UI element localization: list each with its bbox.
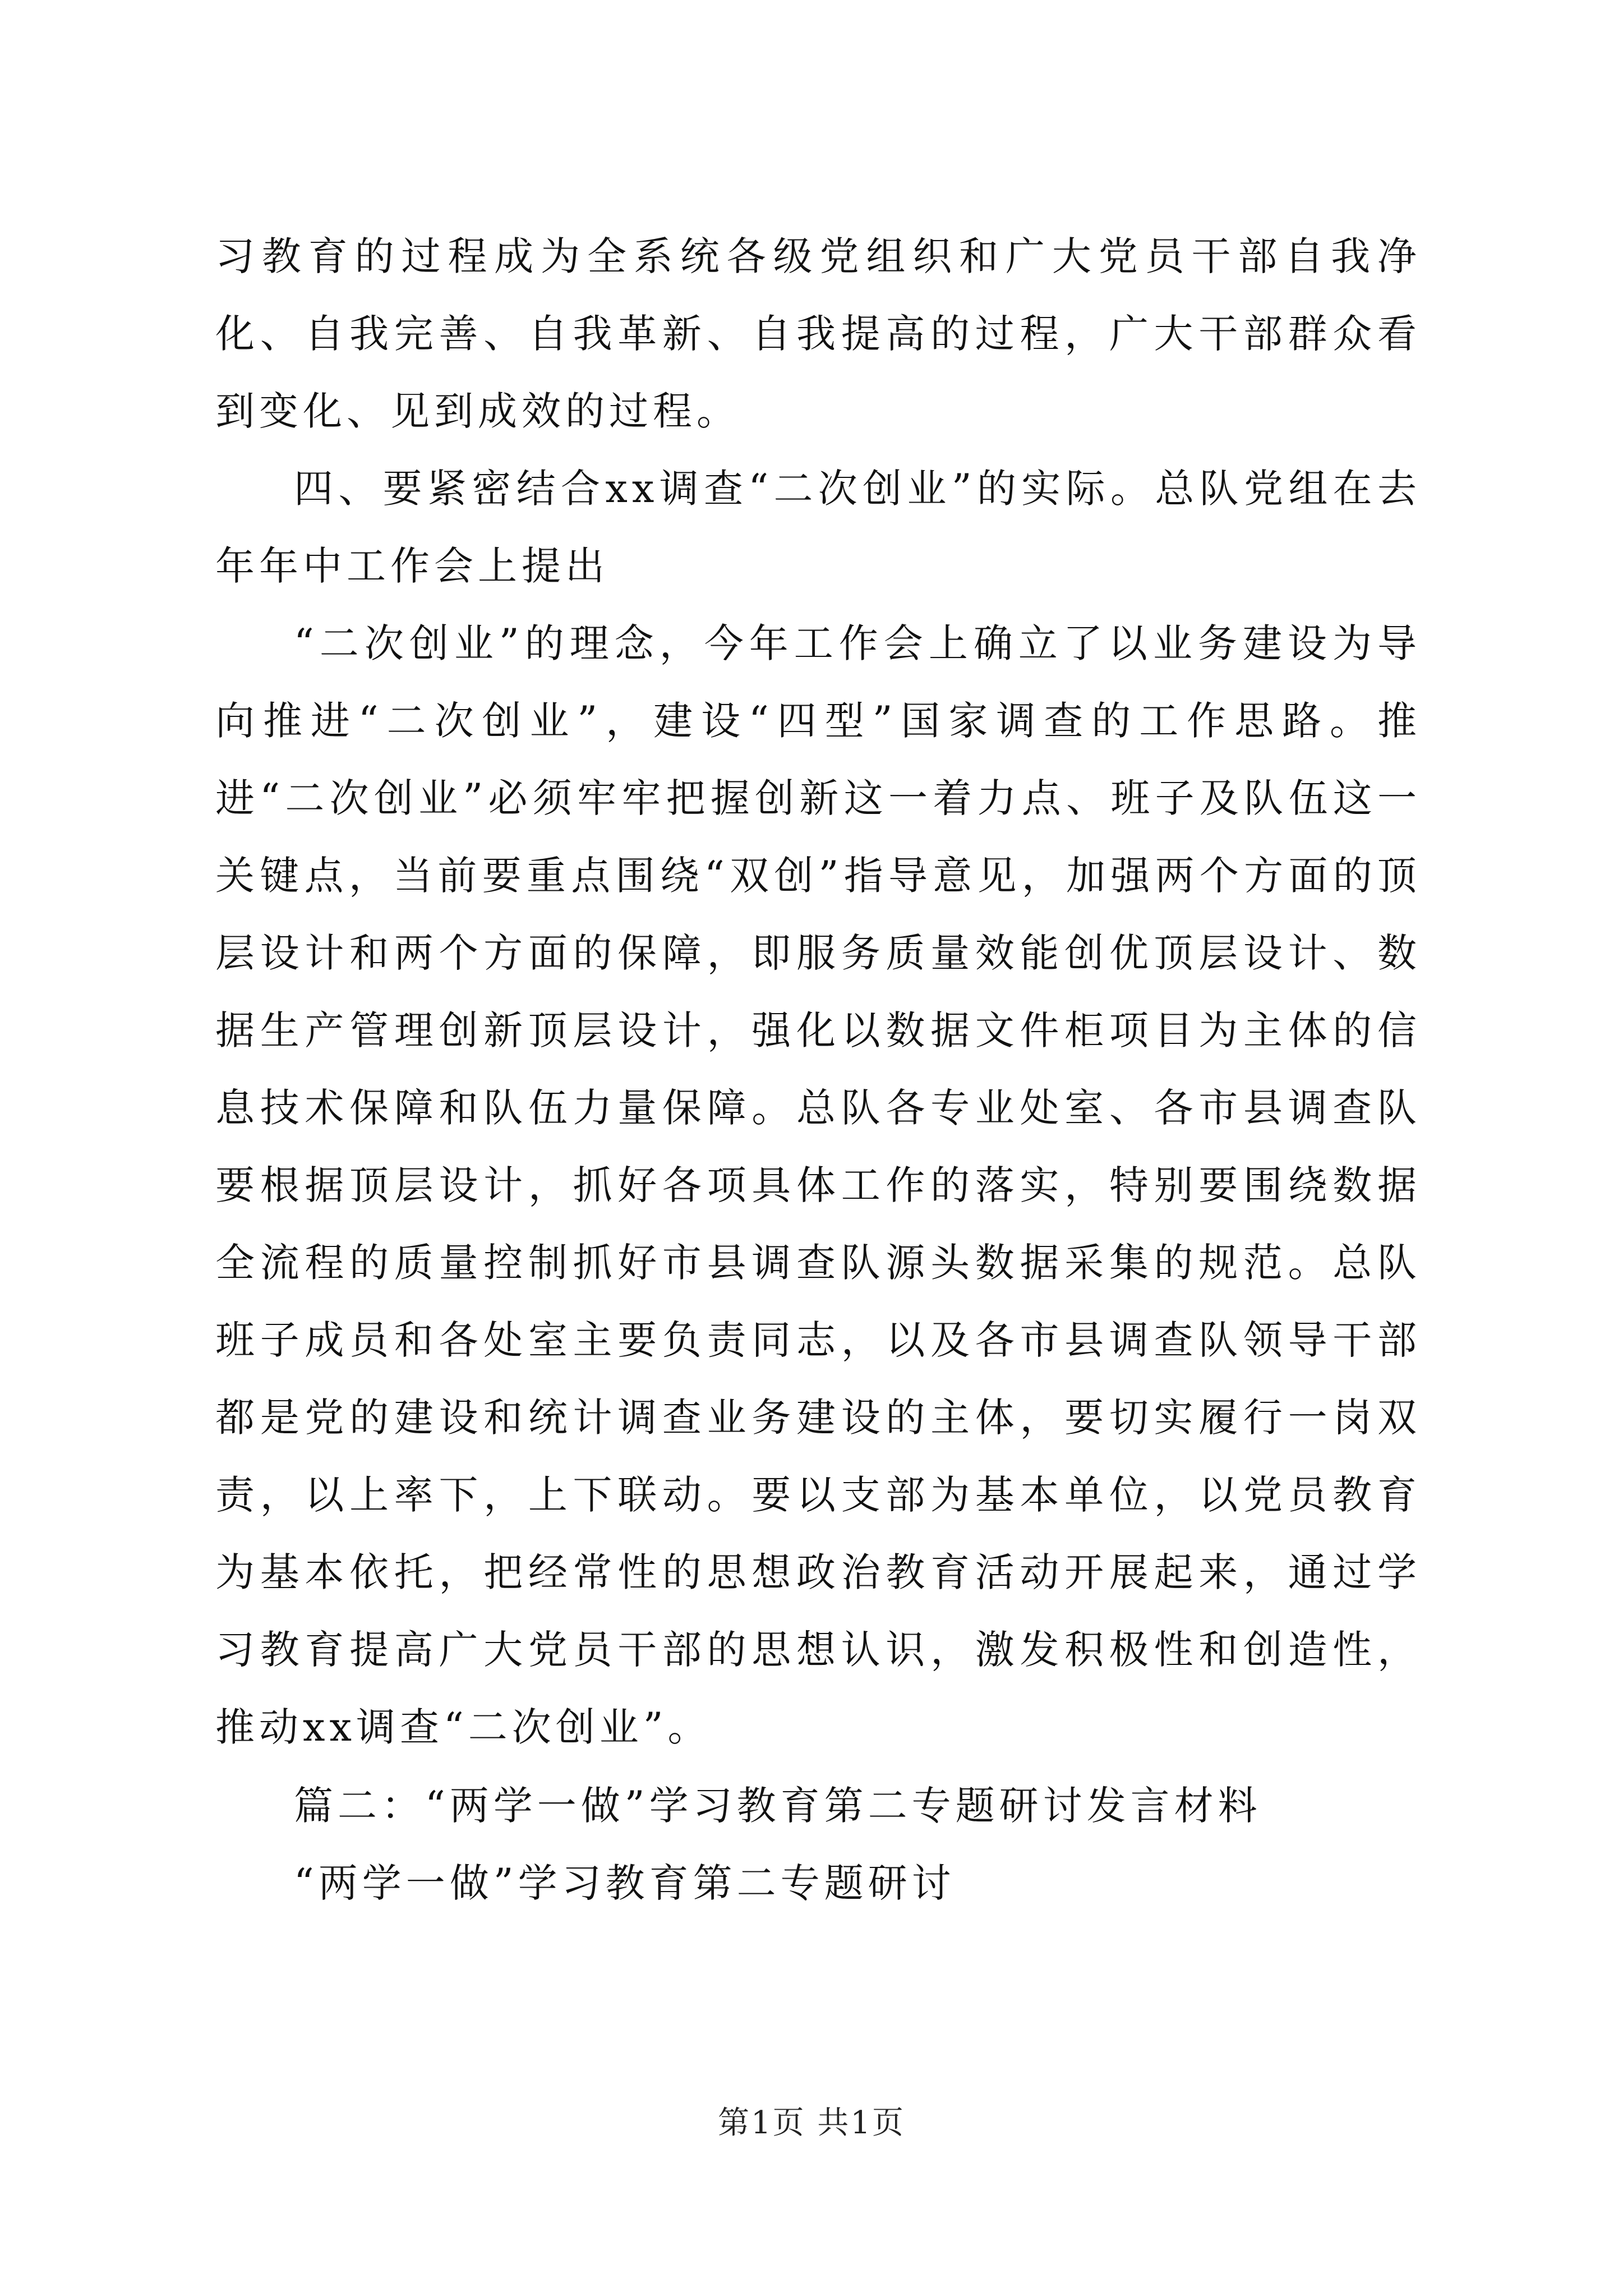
- paragraph-continuation: 习教育的过程成为全系统各级党组织和广大党员干部自我净化、自我完善、自我革新、自我提高的过程，广大干部群众看到变化、见到成效的过程。: [215, 233, 1421, 434]
- paragraph-second-venture: “二次创业”的理念，今年工作会上确立了以业务建设为导向推进“二次创业”，建设“四型”国家调查的工作思路。推进“二次创业”必须牢牢把握创新这一着力点、班子及队伍这一关键点，当前要重点围绕“双创”指导意见，加强两个方面的顶层设计和两个方面的保障，即服务质量效能创优顶层设计、数据生产管理创新顶层设计，强化以数据文件柜项目为主体的信息技术保障和队伍力量保障。总队各专业处室、各市县调查队要根据顶层设计，抓好各项具体工作的落实，特别要围绕数据全流程的质量控制抓好市县调查队源头数据采集的规范。总队班子成员和各处室主要负责同志，以及各市县调查队领导干部都是党的建设和统计调查业务建设的主体，要切实履行一岗双责，以上率下，上下联动。要以支部为基本单位，以党员教育为基本依托，把经常性的思想政治教育活动开展起来，通过学习教育提高广大党员干部的思想认识，激发积极性和创造性，推动xx调查“二次创业”。: [215, 620, 1421, 1750]
- article-two-subtitle: “两学一做”学习教育第二专题研讨: [294, 1860, 956, 1906]
- page-number-footer: 第1页 共1页: [717, 2105, 906, 2141]
- paragraph-section-four: 四、要紧密结合xx调查“二次创业”的实际。总队党组在去年年中工作会上提出: [215, 466, 1421, 589]
- document-body: [215, 218, 1421, 1922]
- article-two-heading: 篇二：“两学一做”学习教育第二专题研讨发言材料: [294, 1783, 1262, 1829]
